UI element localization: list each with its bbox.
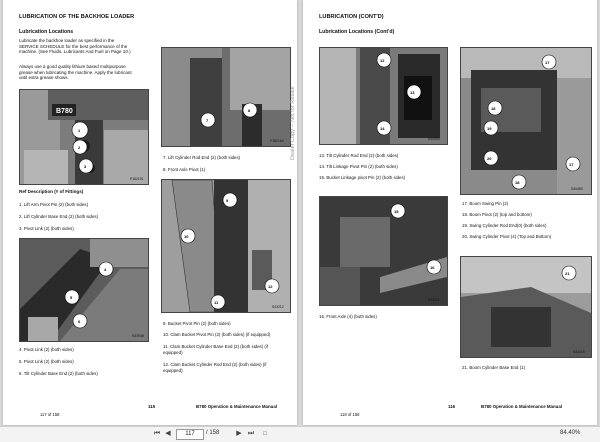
list-item: 16. Front Axle (4) (both sides) [319, 314, 377, 319]
fit-page-icon[interactable]: □ [263, 431, 267, 437]
photo-tilt-cylinder [319, 47, 448, 145]
list-item: 5. Pivot Link (2) (both sides) [19, 359, 74, 364]
list-item: 21. Boom Cylinder Base End (1) [462, 365, 525, 370]
manual-title: B780 Operation & Maintenance Manual [196, 404, 278, 409]
svg-text:11: 11 [214, 300, 219, 305]
section-subtitle: Lubrication Locations [19, 29, 74, 35]
list-item: 19. Swing Cylinder Rod End(0) (both sides) [462, 223, 547, 228]
viewer-toolbar [0, 426, 600, 442]
section-subtitle: Lubrication Locations (Cont'd) [319, 29, 395, 35]
page-counter: 118 of 158 [340, 412, 360, 417]
svg-text:15: 15 [394, 209, 399, 214]
svg-text:7: 7 [206, 118, 209, 123]
photo-boom-cylinder [460, 256, 592, 358]
zoom-level[interactable]: 84.40% [560, 430, 581, 436]
svg-text:S43948: S43948 [132, 334, 144, 338]
list-item: 10. Clam Bucket Pivot Pin (2) (both sides) (if equipped) [163, 332, 271, 337]
svg-text:17: 17 [545, 60, 550, 65]
photo-boom-swing [460, 47, 592, 195]
photo-lift-arm [19, 89, 149, 185]
svg-text:18: 18 [491, 106, 496, 111]
page-title: LUBRICATION OF THE BACKHOE LOADER [19, 14, 135, 20]
ref-heading: Ref Description (# of Fittings) [19, 189, 84, 194]
page-117 [3, 0, 297, 425]
svg-text:9: 9 [226, 198, 229, 203]
watermark: Dealer Copy -- Not for Resale [290, 86, 296, 160]
page-number: 115 [148, 404, 156, 409]
photo-bucket-pivot [161, 179, 291, 313]
prev-page-icon[interactable]: ◀ [165, 430, 171, 437]
svg-text:S44215: S44215 [573, 350, 585, 354]
first-page-icon[interactable]: ⏮ [153, 430, 161, 437]
svg-text:B780: B780 [56, 108, 73, 115]
svg-text:S40493: S40493 [428, 137, 440, 141]
photo-lift-cylinder [161, 47, 291, 147]
list-item: 7. Lift Cylinder Rod End (2) (both sides) [163, 155, 241, 160]
page-118 [303, 0, 597, 425]
svg-text:5: 5 [70, 295, 73, 300]
svg-text:1: 1 [78, 128, 81, 133]
svg-text:P182164: P182164 [270, 139, 284, 143]
svg-text:12: 12 [268, 284, 273, 289]
page-title: LUBRICATION (CONT'D) [319, 14, 384, 20]
list-item: 12. Clam Bucket Cylinder Rod End (2) (both sides) (if [163, 362, 267, 367]
list-item: 13. Tilt Cylinder Rod End (2) (both sides) [319, 153, 399, 158]
svg-text:18: 18 [515, 180, 520, 185]
list-item: 11. Clam Bucket Cylinder Base End (2) (both sides) (if [163, 344, 269, 349]
svg-text:21: 21 [565, 271, 570, 276]
svg-text:3: 3 [84, 164, 87, 169]
list-item: 8. Front Axle Pivot (1) [163, 167, 206, 172]
list-item: 6. Tilt Cylinder Base End (2) (both sides) [19, 371, 98, 376]
list-item: 17. Boom Swing Pin (2) [462, 201, 509, 206]
svg-text:P182191: P182191 [130, 177, 144, 181]
svg-text:12: 12 [380, 58, 385, 63]
svg-text:13: 13 [410, 90, 415, 95]
paragraph: Always use a good quality lithium based multipurpose grease when lubricating the machine. Apply the lubricant until extra grease shows. [19, 64, 132, 81]
next-page-icon[interactable]: ▶ [236, 430, 242, 437]
list-item: equipped) [163, 350, 183, 355]
svg-text:17: 17 [569, 162, 574, 167]
svg-text:16: 16 [430, 265, 435, 270]
list-item: 1. Lift Arm Pivot Pin (2) (both sides) [19, 202, 89, 207]
photo-front-axle [319, 196, 448, 306]
last-page-icon[interactable]: ⏭ [247, 430, 255, 437]
svg-text:10: 10 [184, 234, 189, 239]
page-number: 116 [448, 404, 456, 409]
list-item: 18. Boom Pivot (2) (top and bottom) [462, 212, 532, 217]
svg-text:19: 19 [487, 126, 492, 131]
svg-text:20: 20 [487, 156, 492, 161]
list-item: 20. Swing Cylinder Pivot (4) (Top and Bottom) [462, 234, 552, 239]
list-item: 14. Tilt Linkage Pivot Pin (2) (both sides) [319, 164, 398, 169]
page-counter: 117 of 158 [40, 412, 60, 417]
page-number-input[interactable]: 117 [176, 429, 204, 440]
list-item: 9. Bucket Pivot Pin (2) (both sides) [163, 321, 231, 326]
svg-text:S43212: S43212 [272, 305, 284, 309]
svg-text:6: 6 [78, 319, 81, 324]
svg-text:8: 8 [248, 108, 251, 113]
svg-text:S40489: S40489 [571, 187, 583, 191]
list-item: 3. Pivot Link (2) (both sides) [19, 226, 74, 231]
paragraph: Lubricate the backhoe loader as specified in the SERVICE SCHEDULE for the best performance of the machine. (See Fluids, Lubricants And Fuel on Page 10.) [19, 38, 131, 55]
manual-title: B780 Operation & Maintenance Manual [481, 404, 563, 409]
page-total: / 158 [206, 430, 220, 436]
list-item: 15. Bucket Linkage pivot Pin (2) (both sides) [319, 175, 406, 180]
svg-text:14: 14 [380, 126, 385, 131]
list-item: equipped) [163, 368, 183, 373]
photo-pivot-link [19, 238, 149, 342]
list-item: 2. Lift Cylinder Base End (2) (both sides) [19, 214, 99, 219]
svg-text:S44211: S44211 [428, 298, 440, 302]
svg-text:2: 2 [78, 145, 81, 150]
list-item: 4. Pivot Link (2) (both sides) [19, 347, 74, 352]
svg-text:4: 4 [104, 267, 107, 272]
